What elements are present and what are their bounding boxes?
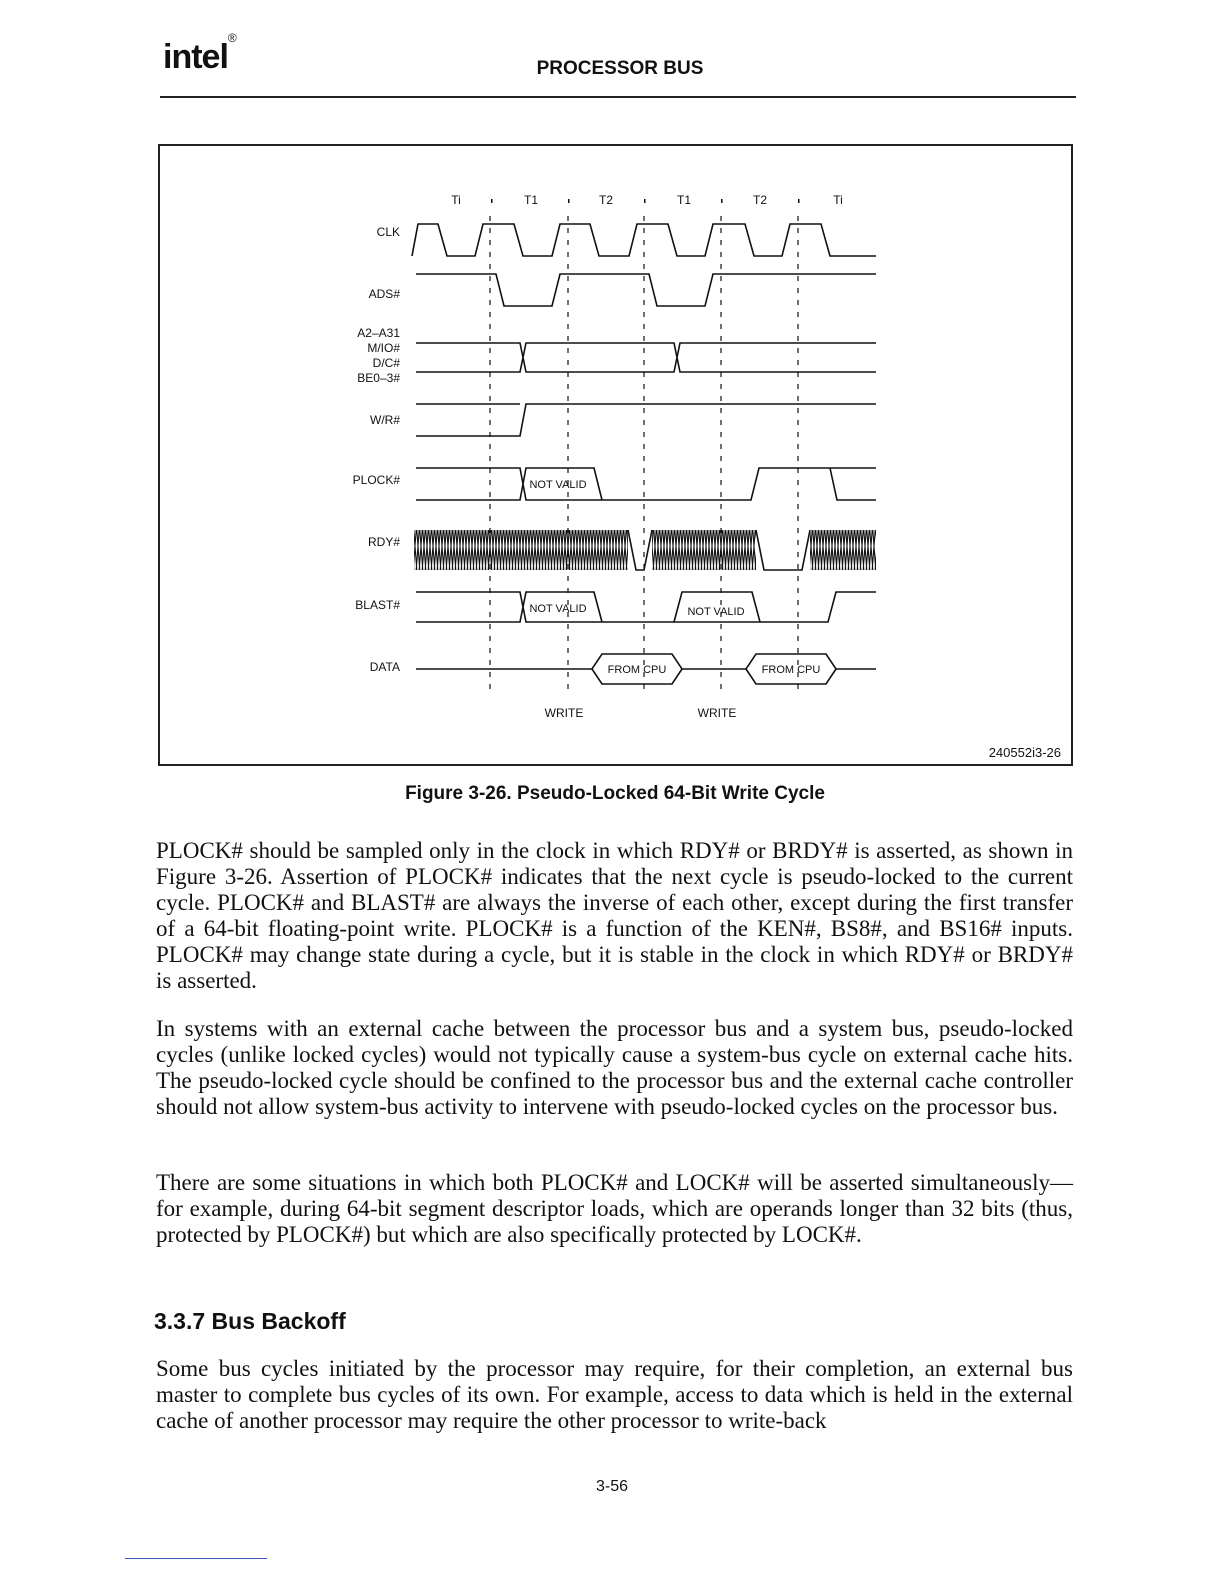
body-paragraph-3: There are some situations in which both PLOCK# and LOCK# will be asserted simultaneously—for example, during 64-bit segment descriptor loads, which are operands longer than 32 bits (thus, protected by PLOCK#) but which are also specifically protected by LOCK#. [156,1170,1073,1247]
corner-mark [125,1558,267,1559]
ads-waveform [416,274,876,306]
write-label-1: WRITE [544,706,584,720]
signal-label-plock: PLOCK# [352,473,400,487]
registered-mark: ® [227,30,236,45]
figure-caption: Figure 3-26. Pseudo-Locked 64-Bit Write Cycle [405,783,825,804]
page-number: 3-56 [595,1478,629,1495]
period-label-ti-2: Ti [833,193,843,207]
running-head: PROCESSOR BUS [536,58,704,79]
logo-text: intel [163,38,228,76]
blast-not-valid-label-1: NOT VALID [529,603,587,615]
timing-diagram [160,146,1071,764]
body-paragraph-2: In systems with an external cache between the processor bus and a system bus, pseudo-locked cycles (unlike locked cycles) would not typically cause a system-bus cycle on external cache hits. The pseudo-locked cycle should be confined to the processor bus and the external cache controller should not allow system-bus activity to intervene with pseudo-locked cycles on the processor bus. [156,1016,1073,1119]
address-waveform [416,343,876,372]
section-heading: 3.3.7 Bus Backoff [154,1308,346,1334]
period-label-ti-1: Ti [451,193,461,207]
signal-label-ads: ADS# [368,287,400,301]
rdy-dont-care-3 [810,530,876,570]
write-label-2: WRITE [697,706,737,720]
header-rule [160,96,1076,98]
period-label-t2-2: T2 [752,193,768,207]
wr-waveform [416,404,876,436]
body-paragraph-1: PLOCK# should be sampled only in the clock in which RDY# or BRDY# is asserted, as shown in Figure 3-26. Assertion of PLOCK# indicates that the next cycle is pseudo-locked to the current cycle. PLOCK# and BLAST# are always the inverse of each other, except during the first transfer of a 64-bit floating-point write. PLOCK# is a function of the KEN#, BS8#, and BS16# inputs. PLOCK# may change state during a cycle, but it is stable in the clock in which RDY# or BRDY# is asserted. [156,838,1073,993]
signal-label-dc: D/C# [372,356,400,370]
body-paragraph-4: Some bus cycles initiated by the processor may require, for their completion, an external bus master to complete bus cycles of its own. For example, access to data which is held in the external cache of another processor may require the other processor to write-back [156,1356,1073,1433]
rdy-dont-care-1 [414,530,628,570]
data-from-cpu-label-2: FROM CPU [761,664,821,676]
signal-label-blast: BLAST# [355,598,400,612]
clock-markers [490,216,798,691]
signal-label-be0-3: BE0–3# [357,371,400,385]
signal-label-rdy: RDY# [367,535,400,549]
period-label-t1-1: T1 [523,193,539,207]
data-from-cpu-label-1: FROM CPU [607,664,667,676]
signal-label-a2-a31: A2–A31 [357,326,400,340]
signal-label-clk: CLK [376,225,400,239]
period-label-t2-1: T2 [598,193,614,207]
signal-label-wr: W/R# [370,413,400,427]
figure-id: 240552i3-26 [988,745,1061,760]
signal-label-data: DATA [369,660,400,674]
plock-not-valid-label: NOT VALID [529,479,587,491]
period-label-t1-2: T1 [676,193,692,207]
plock-waveform [416,468,876,500]
signal-label-mio: M/IO# [367,341,400,355]
blast-waveform [416,592,876,622]
rdy-dont-care-2 [652,530,756,570]
blast-not-valid-label-2: NOT VALID [687,606,745,618]
timing-diagram-figure [158,144,1073,766]
